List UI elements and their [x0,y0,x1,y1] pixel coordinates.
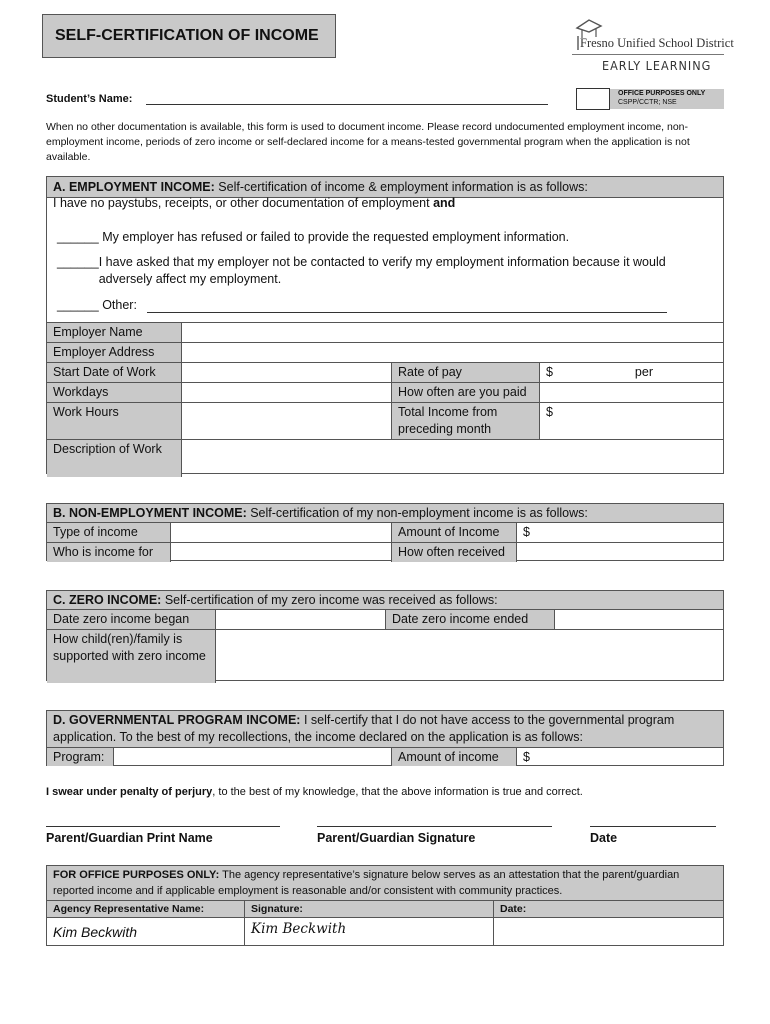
program-name: EARLY LEARNING [602,58,712,73]
date-ended-label: Date zero income ended [386,610,555,629]
office-purposes-section [46,865,724,946]
print-name-line[interactable] [46,826,280,827]
description-label: Description of Work [47,440,182,477]
how-supported-field[interactable] [216,630,723,683]
rep-date-label: Date: [500,903,527,915]
how-supported-label: How child(ren)/family is supported with zero income [47,630,216,683]
section-employment-income [46,176,724,474]
student-name-label: Student’s Name: [46,93,133,105]
amount-d-dollar: $ [523,750,530,764]
description-field[interactable] [182,440,723,477]
date-label: Date [590,831,618,845]
district-logo [572,16,734,76]
employment-table [47,322,723,477]
section-zero-income [46,590,724,681]
signature-label: Parent/Guardian Signature [317,831,476,845]
section-b-heading-rest: Self-certification of my non-employment income is as follows: [246,506,588,520]
who-is-income-for-label: Who is income for [47,543,171,562]
amount-of-income-d-label: Amount of income [392,748,517,766]
how-often-received-field[interactable] [517,543,723,562]
date-ended-field[interactable] [555,610,723,629]
rep-name-label: Agency Representative Name: [47,901,245,917]
office-heading: FOR OFFICE PURPOSES ONLY: [53,869,220,881]
rep-signature-value[interactable]: Kim Beckwith [245,918,494,945]
employer-name-field[interactable] [182,323,723,342]
amount-of-income-label: Amount of Income [392,523,517,542]
perjury-bold: I swear under penalty of perjury [46,786,213,798]
rep-signature-label: Signature: [245,901,494,917]
section-d-heading-rest: I self-certify that I do not have access to the governmental program application. To the best of my recollections, the income declared on the application is as follows: [53,713,675,744]
option3-text: Other: [98,298,137,312]
section-a-heading-rest: Self-certification of income & employment information is as follows: [214,180,588,194]
section-c-heading-rest: Self-certification of my zero income was received as follows: [161,593,498,607]
rep-date-value[interactable] [494,918,723,945]
district-name: Fresno Unified School District [580,36,734,50]
rate-dollar: $ [546,365,553,379]
rate-of-pay-field[interactable] [540,363,723,382]
section-governmental-program-income [46,710,724,766]
perjury-statement [46,786,583,798]
program-label: Program: [47,748,114,766]
option3-blank[interactable]: ______ [57,298,99,312]
date-line[interactable] [590,826,716,827]
total-income-dollar: $ [546,405,553,419]
start-date-field[interactable] [182,363,392,382]
section-b-heading: B. NON-EMPLOYMENT INCOME: [53,506,247,520]
how-often-paid-label: How often are you paid [392,383,540,402]
date-began-field[interactable] [216,610,386,629]
perjury-rest: , to the best of my knowledge, that the above information is true and correct. [212,786,583,798]
work-hours-field[interactable] [182,403,392,439]
section-a-intro: I have no paystubs, receipts, or other documentation of employment [53,196,434,210]
office-purposes-box [610,89,724,109]
amount-of-income-d-field[interactable] [517,748,723,766]
section-a-intro-and: and [433,196,456,210]
rep-name-value[interactable]: Kim Beckwith [47,918,245,945]
amount-of-income-field[interactable] [517,523,723,542]
page-title: SELF-CERTIFICATION OF INCOME [42,14,336,58]
other-field[interactable] [147,312,667,313]
option2-text: I have asked that my employer not be contacted to verify my employment information because it would adversely affect my employment. [98,255,666,286]
total-income-field[interactable] [540,403,723,439]
employer-address-label: Employer Address [47,343,182,362]
section-c-heading: C. ZERO INCOME: [53,593,162,607]
work-hours-label: Work Hours [47,403,182,439]
employer-address-field[interactable] [182,343,723,362]
rate-of-pay-label: Rate of pay [392,363,540,382]
workdays-field[interactable] [182,383,392,402]
option2-blank[interactable]: ______ [57,255,99,269]
logo-divider [572,54,724,55]
option1-text: My employer has refused or failed to provide the requested employment information. [98,230,570,244]
signature-line[interactable] [317,826,552,827]
section-a-heading: A. EMPLOYMENT INCOME: [53,180,215,194]
total-income-label: Total Income from preceding month [392,403,540,439]
who-is-income-for-field[interactable] [171,543,392,562]
type-of-income-label: Type of income [47,523,171,542]
intro-paragraph: When no other documentation is available, this form is used to document income. Please record undocumented employment income, non-employment income, periods of zero income or self-declared income for a means-tested governmental program when the application is not available. [46,121,690,163]
office-purposes-codes: CSPP/CCTR; NSE [618,99,677,106]
workdays-label: Workdays [47,383,182,402]
employer-name-label: Employer Name [47,323,182,342]
rate-per: per [634,365,653,379]
type-of-income-field[interactable] [171,523,392,542]
student-name-field[interactable] [146,104,548,105]
how-often-paid-field[interactable] [540,383,723,402]
office-checkbox[interactable] [576,88,610,110]
print-name-label: Parent/Guardian Print Name [46,831,213,845]
how-often-received-label: How often received [392,543,517,562]
section-non-employment-income [46,503,724,561]
date-began-label: Date zero income began [47,610,216,629]
office-heading-rest: The agency representative’s signature below serves as an attestation that the parent/guardian reported income and if applicable employment is reasonable and/or consistent with community practices. [53,869,680,897]
amount-dollar: $ [523,525,530,539]
option1-blank[interactable]: ______ [57,230,99,244]
start-date-label: Start Date of Work [47,363,182,382]
section-d-heading: D. GOVERNMENTAL PROGRAM INCOME: [53,713,301,727]
program-field[interactable] [114,748,392,766]
office-purposes-title: OFFICE PURPOSES ONLY [618,90,706,97]
